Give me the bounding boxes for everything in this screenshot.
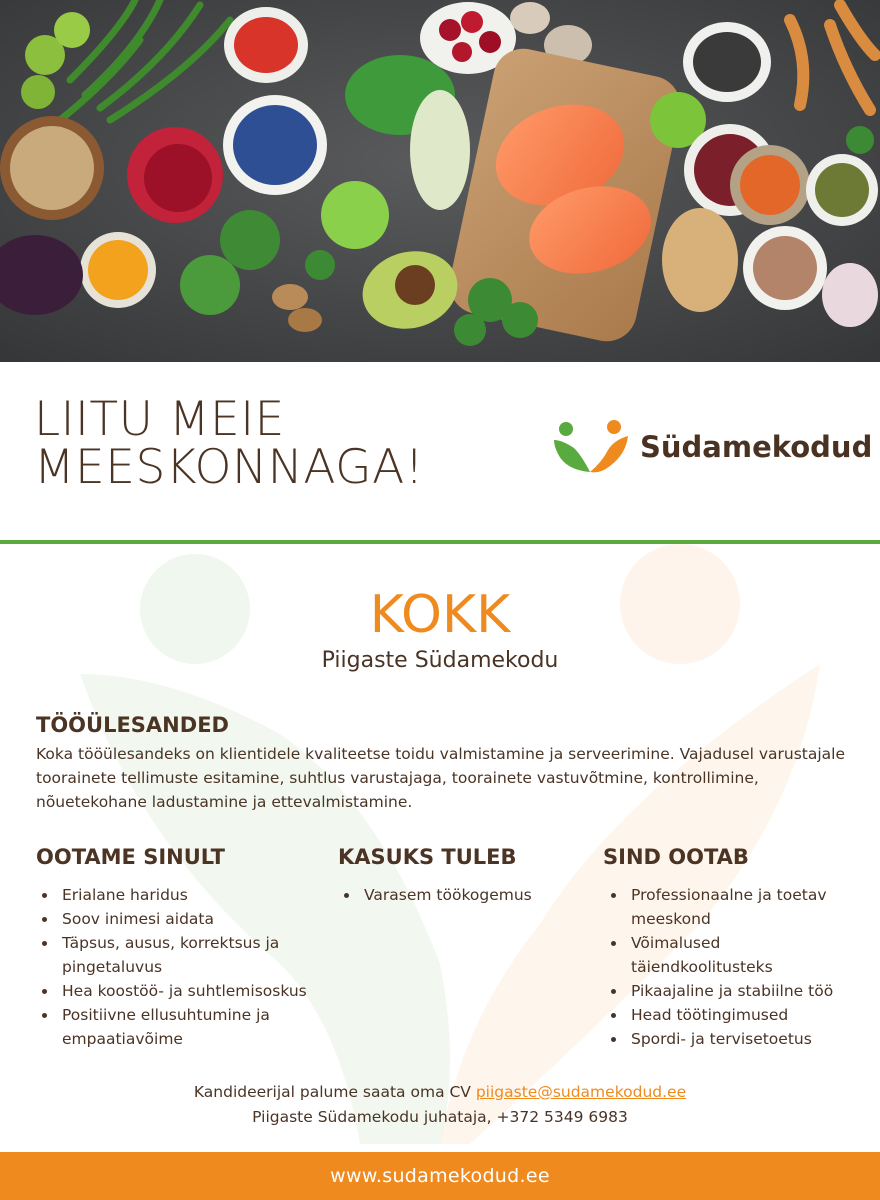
headline: [34, 392, 425, 495]
contact-block: [0, 1080, 880, 1130]
advantages-heading: KASUKS TULEB: [338, 845, 517, 869]
list-item: Positiivne ellusuhtumine ja empaatiavõime: [36, 1003, 326, 1051]
headline-line-2: MEESKONNAGA!: [34, 440, 425, 495]
footer-bar: [0, 1152, 880, 1200]
list-item: Pikaajaline ja stabiilne töö: [605, 979, 855, 1003]
duties-heading: TÖÖÜLESANDED: [36, 713, 229, 737]
job-title: KOKK: [369, 585, 511, 645]
list-item: Head töötingimused: [605, 1003, 855, 1027]
offer-heading: SIND OOTAB: [603, 845, 749, 869]
list-item: Spordi- ja tervisetoetus: [605, 1027, 855, 1051]
requirements-heading: OOTAME SINULT: [36, 845, 225, 869]
list-item: Võimalused täiendkoolitusteks: [605, 931, 855, 979]
headline-line-1: LIITU MEIE: [34, 392, 285, 447]
website-link[interactable]: www.sudamekodud.ee: [330, 1165, 550, 1187]
list-item: Erialane haridus: [36, 883, 326, 907]
job-location: Piigaste Südamekodu: [321, 648, 559, 673]
advantages-list: [338, 883, 578, 907]
requirements-list: [36, 883, 326, 1051]
offer-list: [605, 883, 855, 1051]
list-item: Täpsus, ausus, korrektsus ja pingetaluvus: [36, 931, 326, 979]
list-item: Professionaalne ja toetav meeskond: [605, 883, 855, 931]
duties-text: Koka tööülesandeks on klientidele kvaliteetse toidu valmistamine ja serveerimine. Vajadusel varustajale toorainete tellimuste esitamine, suhtlus varustajaga, toorainete vastuvõtmine, kontrollimine, nõuetekohane ladustamine ja ettevalmistamine.: [36, 745, 846, 811]
contact-line-1: [0, 1080, 880, 1105]
contact-prefix: Kandideerijal palume saata oma CV: [193, 1083, 476, 1101]
list-item: Hea koostöö- ja suhtlemisoskus: [36, 979, 326, 1003]
contact-line-2: Piigaste Südamekodu juhataja, +372 5349 6983: [252, 1108, 628, 1126]
brand-logo: [552, 418, 873, 482]
email-link[interactable]: piigaste@sudamekodud.ee: [475, 1083, 687, 1101]
heart-people-icon: [552, 418, 632, 482]
list-item: Soov inimesi aidata: [36, 907, 326, 931]
list-item: Varasem töökogemus: [338, 883, 578, 907]
brand-name: Südamekodud: [640, 430, 873, 464]
hero-food-image: [0, 0, 880, 362]
